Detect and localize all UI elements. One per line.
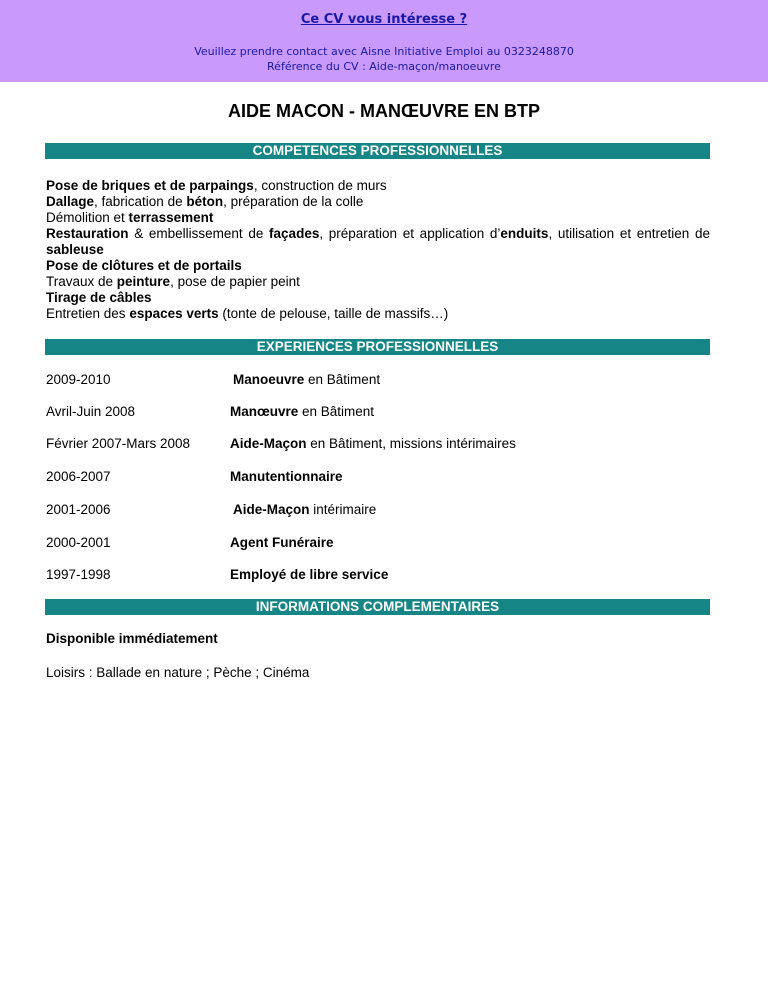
experience-row	[46, 435, 710, 453]
experience-description: Manœuvre en Bâtiment	[230, 404, 375, 419]
experience-date: Avril-Juin 2008	[46, 404, 136, 419]
experience-description: Manoeuvre en Bâtiment	[233, 372, 381, 387]
banner-reference-text: Référence du CV : Aide-maçon/manoeuvre	[267, 60, 501, 73]
skills-list	[46, 178, 710, 322]
banner-contact-text: Veuillez prendre contact avec Aisne Initiative Emploi au 0323248870	[194, 45, 574, 58]
experience-description: Aide-Maçon intérimaire	[233, 502, 377, 517]
experience-description: Aide-Maçon en Bâtiment, missions intérimaires	[230, 436, 516, 451]
experience-row	[46, 468, 710, 486]
experience-row	[46, 501, 710, 519]
experience-description: Manutentionnaire	[230, 469, 343, 484]
hobbies-text: Loisirs : Ballade en nature ; Pèche ; Cinéma	[46, 665, 310, 680]
document-title: AIDE MACON - MANŒUVRE EN BTP	[227, 101, 540, 121]
experience-description: Agent Funéraire	[230, 535, 334, 550]
experience-date: Février 2007-Mars 2008	[46, 436, 191, 451]
experience-row	[46, 566, 710, 584]
skill-item: Tirage de câbles	[46, 290, 152, 305]
section-header-experiences: EXPERIENCES PROFESSIONNELLES	[45, 339, 710, 355]
skill-item: Pose de briques et de parpaings, construction de murs	[46, 178, 387, 193]
experience-date: 2006-2007	[46, 469, 111, 484]
banner-title-link[interactable]: Ce CV vous intéresse ?	[300, 12, 468, 27]
experience-date: 2000-2001	[46, 535, 111, 550]
skill-item: Pose de clôtures et de portails	[46, 258, 242, 273]
experience-date: 1997-1998	[46, 567, 111, 582]
experience-row	[46, 371, 710, 389]
section-header-competences: COMPETENCES PROFESSIONNELLES	[45, 143, 710, 159]
skill-item: Restauration & embellissement de façades, préparation et application d’enduits, utilisation et entretien de sableuse	[46, 226, 710, 257]
experience-date: 2009-2010	[46, 372, 111, 387]
section-header-informations: INFORMATIONS COMPLEMENTAIRES	[45, 599, 710, 615]
experience-row	[46, 403, 710, 421]
experience-row	[46, 534, 710, 552]
experience-description: Employé de libre service	[230, 567, 389, 582]
skill-item: Démolition et terrassement	[46, 210, 214, 225]
skill-item: Entretien des espaces verts (tonte de pelouse, taille de massifs…)	[46, 306, 449, 321]
contact-banner	[0, 0, 768, 82]
skill-item: Dallage, fabrication de béton, préparation de la colle	[46, 194, 364, 209]
availability-text: Disponible immédiatement	[46, 631, 218, 646]
skill-item: Travaux de peinture, pose de papier peint	[46, 274, 300, 289]
experience-date: 2001-2006	[46, 502, 111, 517]
